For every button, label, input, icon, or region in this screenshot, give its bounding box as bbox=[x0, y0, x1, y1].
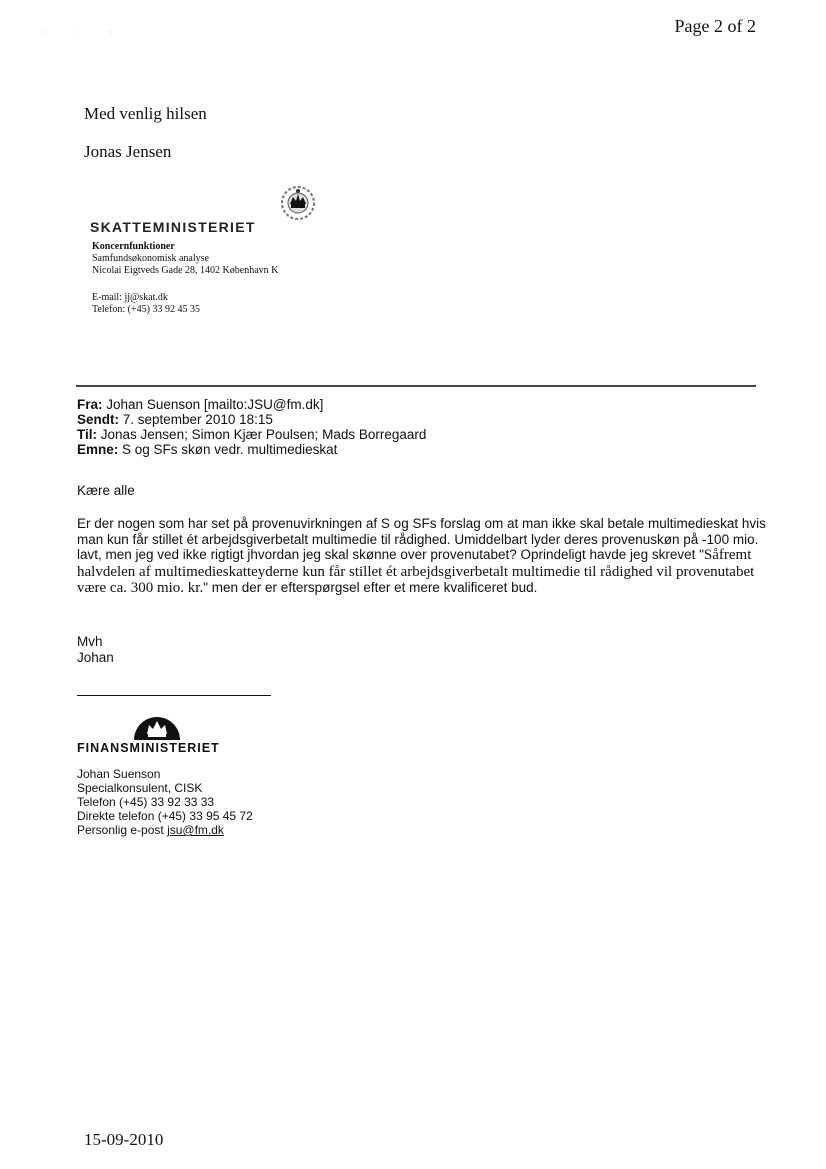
signature-rule bbox=[77, 695, 271, 696]
signer-name: Jonas Jensen bbox=[84, 142, 172, 161]
email-header bbox=[77, 397, 426, 457]
email-salutation: Kære alle bbox=[77, 483, 135, 498]
finansministeriet-wordmark: FINANSMINISTERIET bbox=[77, 741, 220, 755]
contact-email-link[interactable]: jsu@fm.dk bbox=[167, 823, 224, 837]
finansministeriet-contact-block bbox=[77, 767, 253, 837]
unit-name: Samfundsøkonomisk analyse bbox=[92, 253, 209, 264]
body-part-1: Er der nogen som har set på provenuvirkningen af S og SFs forslag om at man ikke skal betale multimedieskat hvis man kun får stillet ét arbejdsgiverbetalt multimedie til rådighed. Umiddelbart lyder deres provenuskøn på -100 mio. lavt, men jeg ved ikke rigtigt jhvordan jeg skal skønne over provenutabet? Oprindeligt havde jeg skrevet " bbox=[77, 516, 766, 562]
closing-greeting: Med venlig hilsen bbox=[84, 104, 207, 123]
from-label: Fra: bbox=[77, 397, 103, 412]
contact-phone: Telefon (+45) 33 92 33 33 bbox=[77, 795, 215, 809]
body-part-2: " men der er efterspørgsel efter et mere kvalificeret bud. bbox=[203, 580, 538, 595]
sender-phone: Telefon: (+45) 33 92 45 35 bbox=[92, 304, 200, 315]
crown-crest-icon bbox=[275, 182, 321, 222]
email-regards bbox=[77, 634, 114, 665]
skatteministeriet-department-block bbox=[92, 241, 278, 277]
crown-logo-icon bbox=[130, 710, 184, 740]
header-subject bbox=[77, 442, 426, 457]
regards-text: Mvh bbox=[77, 634, 103, 649]
email-body bbox=[77, 516, 767, 597]
page-number: Page 2 of 2 bbox=[674, 16, 756, 36]
contact-email-label: Personlig e-post bbox=[77, 823, 164, 837]
to-value: Jonas Jensen; Simon Kjær Poulsen; Mads Borregaard bbox=[100, 427, 427, 442]
department-name: Koncernfunktioner bbox=[92, 241, 175, 252]
sent-label: Sendt: bbox=[77, 412, 119, 427]
regards-name: Johan bbox=[77, 649, 114, 665]
sender-email: E-mail: jj@skat.dk bbox=[92, 292, 168, 303]
header-from bbox=[77, 397, 426, 412]
contact-title: Specialkonsulent, CISK bbox=[77, 781, 203, 795]
subject-label: Emne: bbox=[77, 442, 119, 457]
header-sent bbox=[77, 412, 426, 427]
footer-date: 15-09-2010 bbox=[84, 1130, 164, 1149]
scan-specks: · · · bbox=[44, 28, 126, 37]
contact-email-line bbox=[77, 823, 253, 837]
sent-value: 7. september 2010 18:15 bbox=[122, 412, 273, 427]
skatteministeriet-wordmark: SKATTEMINISTERIET bbox=[90, 219, 256, 235]
body-quote: Såfremt halvdelen af multimedieskatteyderne kun får stillet ét arbejdsgiverbetalt multimedie til rådighed vil provenutabet være ca. 300 mio. kr. bbox=[77, 547, 755, 596]
header-to bbox=[77, 427, 426, 442]
email-separator bbox=[76, 385, 756, 387]
office-address: Nicolai Eigtveds Gade 28, 1402 København K bbox=[92, 265, 279, 276]
contact-direct-phone: Direkte telefon (+45) 33 95 45 72 bbox=[77, 809, 253, 823]
from-value: Johan Suenson [mailto:JSU@fm.dk] bbox=[106, 397, 324, 412]
to-label: Til: bbox=[77, 427, 97, 442]
contact-name: Johan Suenson bbox=[77, 767, 161, 781]
subject-value: S og SFs skøn vedr. multimedieskat bbox=[122, 442, 338, 457]
skatteministeriet-contact-block bbox=[92, 292, 200, 316]
